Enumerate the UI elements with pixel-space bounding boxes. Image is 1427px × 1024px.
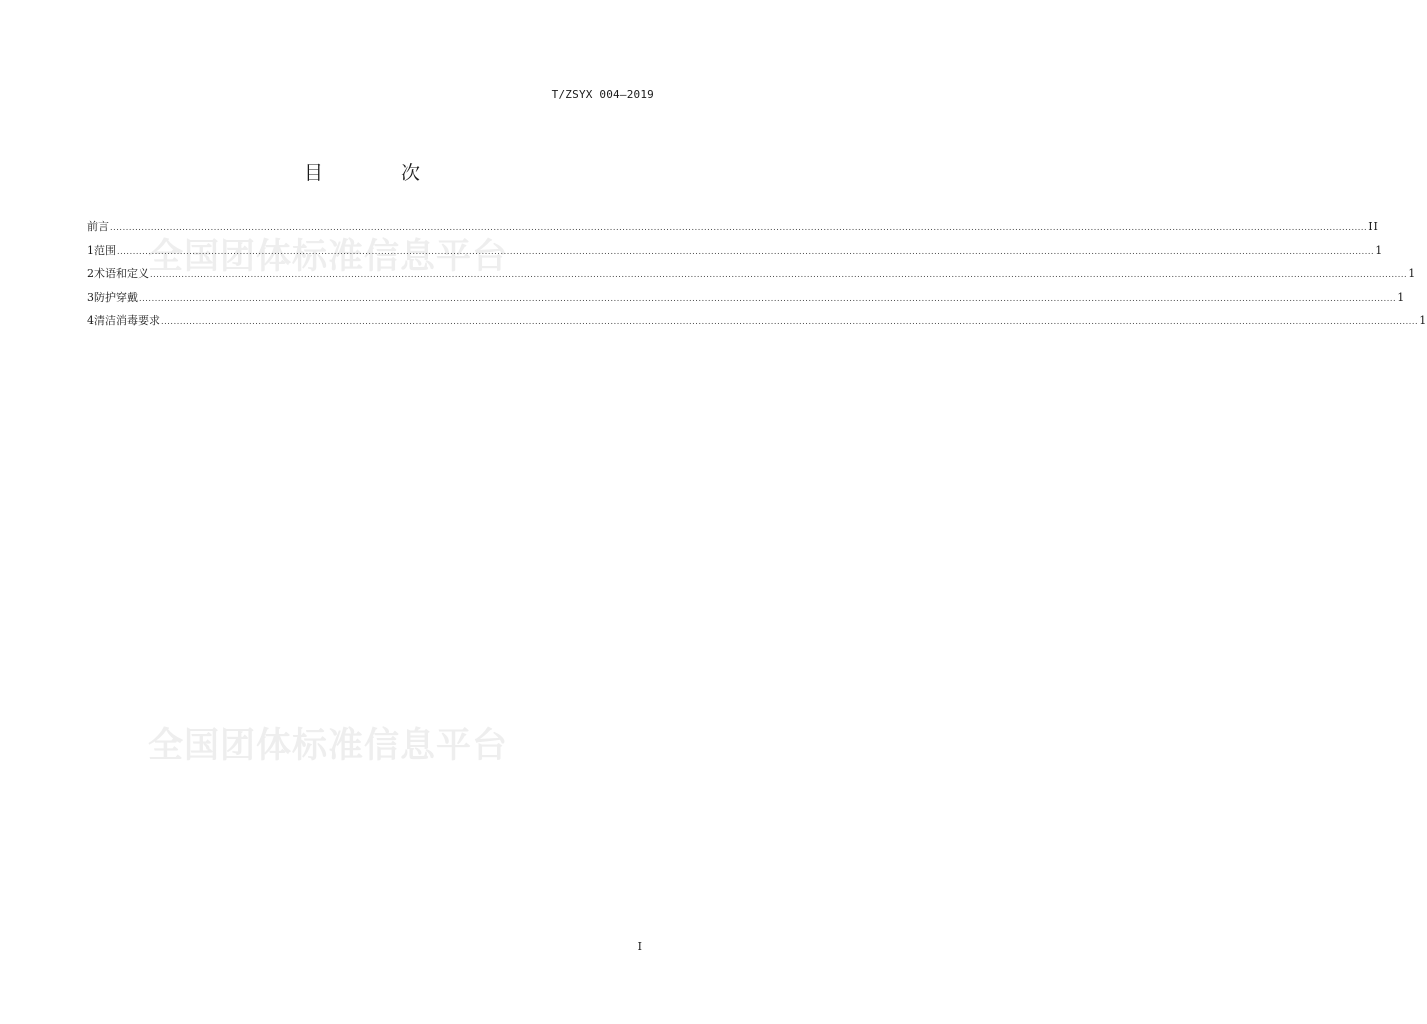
toc-entry-terms-definitions[interactable] [87,265,1417,289]
toc-entry-page: 1 [1397,290,1406,304]
toc-entry-label: 防护穿戴 [94,290,138,304]
toc-entry-number: 1 [87,243,94,257]
page-number: I [637,940,642,953]
toc-title: 目 次 [303,162,457,184]
watermark-top: 全国团体标准信息平台 [148,237,509,277]
toc-entry-page: 1 [1408,267,1417,280]
toc-leader: ................................................................................................................................................................................................................................................................................................................................................................................................................ [150,270,1408,279]
toc-entry-number: 2 [87,267,94,280]
toc-entry-cleaning-disinfection[interactable] [87,312,1427,336]
toc-entry-page: 1 [1419,314,1427,327]
toc-entry-page: II [1368,220,1379,233]
toc-leader: ................................................................................................................................................................................................................................................................................................................................................................................................................ [139,293,1397,303]
toc-entry-foreword[interactable] [87,218,1379,242]
toc-leader: ................................................................................................................................................................................................................................................................................................................................................................................................................ [117,246,1375,256]
document-code: T/ZSYX 004—2019 [551,88,654,101]
toc-entry-number: 4 [87,314,94,327]
toc-leader: ................................................................................................................................................................................................................................................................................................................................................................................................................ [161,317,1419,326]
toc-leader: ................................................................................................................................................................................................................................................................................................................................................................................................................ [110,223,1368,232]
table-of-contents [87,218,1427,336]
toc-entry-page: 1 [1375,243,1384,257]
toc-entry-protective-wear[interactable] [87,289,1406,313]
toc-entry-scope[interactable] [87,242,1384,266]
toc-entry-label: 清洁消毒要求 [94,314,160,327]
toc-entry-number: 3 [87,290,94,304]
toc-entry-label: 术语和定义 [94,267,149,280]
watermark-bottom: 全国团体标准信息平台 [148,726,509,766]
toc-entry-label: 前言 [87,220,109,233]
toc-entry-label: 范围 [94,243,116,257]
